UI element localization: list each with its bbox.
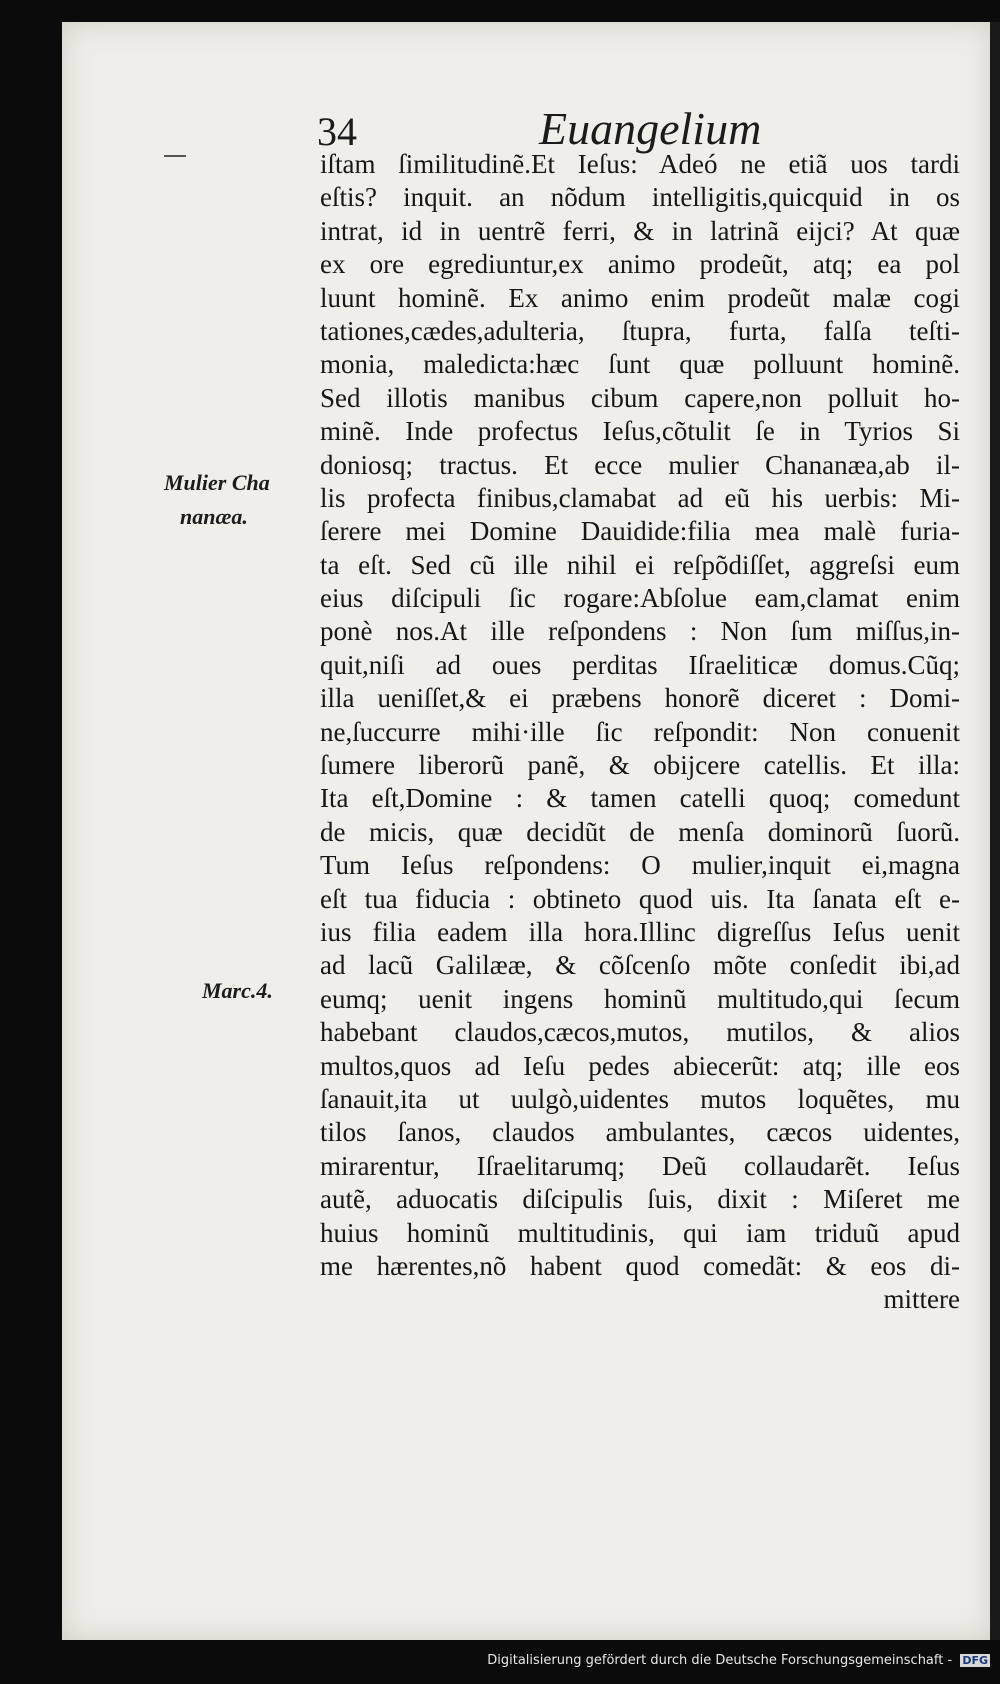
margin-note-marc: Marc.4. [202,978,273,1003]
text-line: eſt tua fiducia : obtineto quod uis. Ita ſanata eſt e- [320,883,960,914]
text-line: de micis, quæ decidũt de menſa dominorũ ſuorũ. [320,816,960,847]
catchword: mittere [883,1284,960,1315]
text-line: ta eſt. Sed cũ ille nihil ei reſpõdiſſet, aggreſsi eum [320,549,960,580]
text-line: eumq; uenit ingens hominũ multitudo,qui ſecum [320,983,960,1014]
text-line: intrat, id in uentrẽ ferri, & in latrinã eijci? At quæ [320,215,960,246]
text-line: monia, maledicta:hæc ſunt quæ polluunt hominẽ. [320,349,960,380]
page-title: Euangelium [539,103,762,154]
text-line: luunt hominẽ. Ex animo enim prodeũt malæ cogi [320,282,960,313]
footer-text: Digitalisierung gefördert durch die Deutsche Forschungsgemeinschaft - [487,1653,953,1668]
margin-note-mulier: Mulier Cha [164,470,270,495]
dfg-logo: DFG [962,1654,988,1667]
text-line: ſumere liberorũ panẽ, & obijcere catellis. Et illa: [320,750,960,781]
text-line: doniosq; tractus. Et ecce mulier Chananæa,ab il- [320,449,960,480]
text-line: lis profecta finibus,clamabat ad eũ his uerbis: Mi- [320,482,960,513]
text-line: illa ueniſſet,& ei præbens honorẽ diceret : Domi- [320,683,960,714]
text-line: ius filia eadem illa hora.Illinc digreſſus Ieſus uenit [320,916,960,947]
page-edge [990,22,1000,1640]
text-line: ſerere mei Domine Dauidide:filia mea malè furia- [320,516,960,547]
text-line: quit,niſi ad oues perditas Iſraeliticæ domus.Cũq; [320,649,960,680]
margin-note-chananaea: nanæa. [180,504,248,529]
book-page [62,22,992,1640]
text-line: me hærentes,nõ habent quod comedãt: & eos di- [320,1250,960,1281]
text-line: ſanauit,ita ut uulgò,uidentes mutos loquẽtes, mu [320,1083,960,1114]
text-line: huius hominũ multitudinis, qui iam triduũ apud [320,1217,960,1248]
text-line: ex ore egrediuntur,ex animo prodeũt, atq; ea pol [320,249,960,280]
text-line: Ita eſt,Domine : & tamen catelli quoq; comedunt [320,783,960,814]
text-line: Tum Ieſus reſpondens: O mulier,inquit ei,magna [320,850,960,881]
text-line: multos,quos ad Ieſu pedes abiecerũt: atq; ille eos [320,1050,960,1081]
text-line: iſtam ſimilitudinẽ.Et Ieſus: Adeó ne etiã uos tardi [320,149,960,179]
text-line: mirarentur, Iſraelitarumq; Deũ collaudarẽt. Ieſus [320,1150,960,1181]
footer-credit [0,1653,990,1668]
text-line: ad lacũ Galilææ, & cõſcenſo mõte conſedit ibi,ad [320,950,960,981]
text-line: ponè nos.At ille reſpondens : Non ſum miſſus,in- [320,616,960,647]
text-line: tilos ſanos, claudos ambulantes, cæcos uidentes, [320,1117,960,1148]
text-line: eſtis? inquit. an nõdum intelligitis,quicquid in os [320,182,960,213]
page-number: 34 [317,109,357,154]
text-line: eius diſcipuli ſic rogare:Abſolue eam,clamat enim [320,583,960,614]
margin-dash [164,155,186,157]
text-line: ne,ſuccurre mihi·ille ſic reſpondit: Non conuenit [320,716,960,747]
text-line: autẽ, aduocatis diſcipulis ſuis, dixit : Miſeret me [320,1184,960,1215]
text-line: tationes,cædes,adulteria, ſtupra, furta, falſa teſti- [320,315,960,346]
text-line: habebant claudos,cæcos,mutos, mutilos, & alios [320,1017,960,1048]
text-line: Sed illotis manibus cibum capere,non polluit ho- [320,382,960,413]
text-line: minẽ. Inde profectus Ieſus,cõtulit ſe in Tyrios Si [320,416,960,447]
body-text [320,148,960,1317]
